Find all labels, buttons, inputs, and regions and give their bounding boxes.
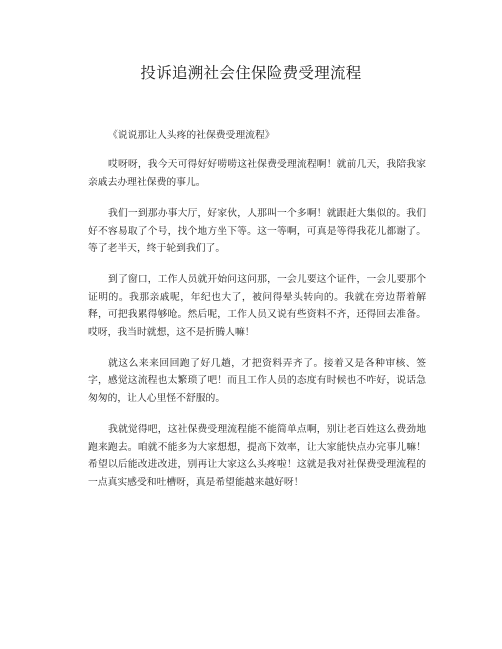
paragraph-2: 我们一到那办事大厅，好家伙，人那叫一个多啊！就跟赶大集似的。我们好不容易取了个号，找个地方坐下等。这一等啊，可真是等得我花儿都谢了。等了老半天，终于轮到我们了。 [88,208,426,255]
paragraph-3: 到了窗口，工作人员就开始问这问那，一会儿要这个证件，一会儿要那个证明的。我那亲戚呢，年纪也大了，被问得晕头转向的。我就在旁边帮着解释，可把我累得够呛。然后呢，工作人员又说有些资料不齐，还得回去准备。哎呀，我当时就想，这不是折腾人嘛！ [88,274,426,338]
document-title: 投诉追溯社会住保险费受理流程 [140,64,362,82]
document-body [88,127,426,505]
paragraph-1: 哎呀呀，我今天可得好好唠唠这社保费受理流程啊！就前几天，我陪我家亲戚去办理社保费的事儿。 [88,159,426,188]
article-subtitle: 《说说那让人头疼的社保费受理流程》 [108,130,275,141]
paragraph-5: 我就觉得吧，这社保费受理流程能不能简单点啊，别让老百姓这么费劲地跑来跑去。咱就不能多为大家想想，提高下效率，让大家能快点办完事儿嘛！希望以后能改进改进，别再让大家这么头疼啦！这就是我对社保费受理流程的一点真实感受和吐槽呀，真是希望能越来越好呀！ [88,424,426,488]
paragraph-4: 就这么来来回回跑了好几趟，才把资料弄齐了。接着又是各种审核、签字，感觉这流程也太繁琐了吧！而且工作人员的态度有时候也不咋好，说话急匆匆的，让人心里怪不舒服的。 [88,358,426,404]
